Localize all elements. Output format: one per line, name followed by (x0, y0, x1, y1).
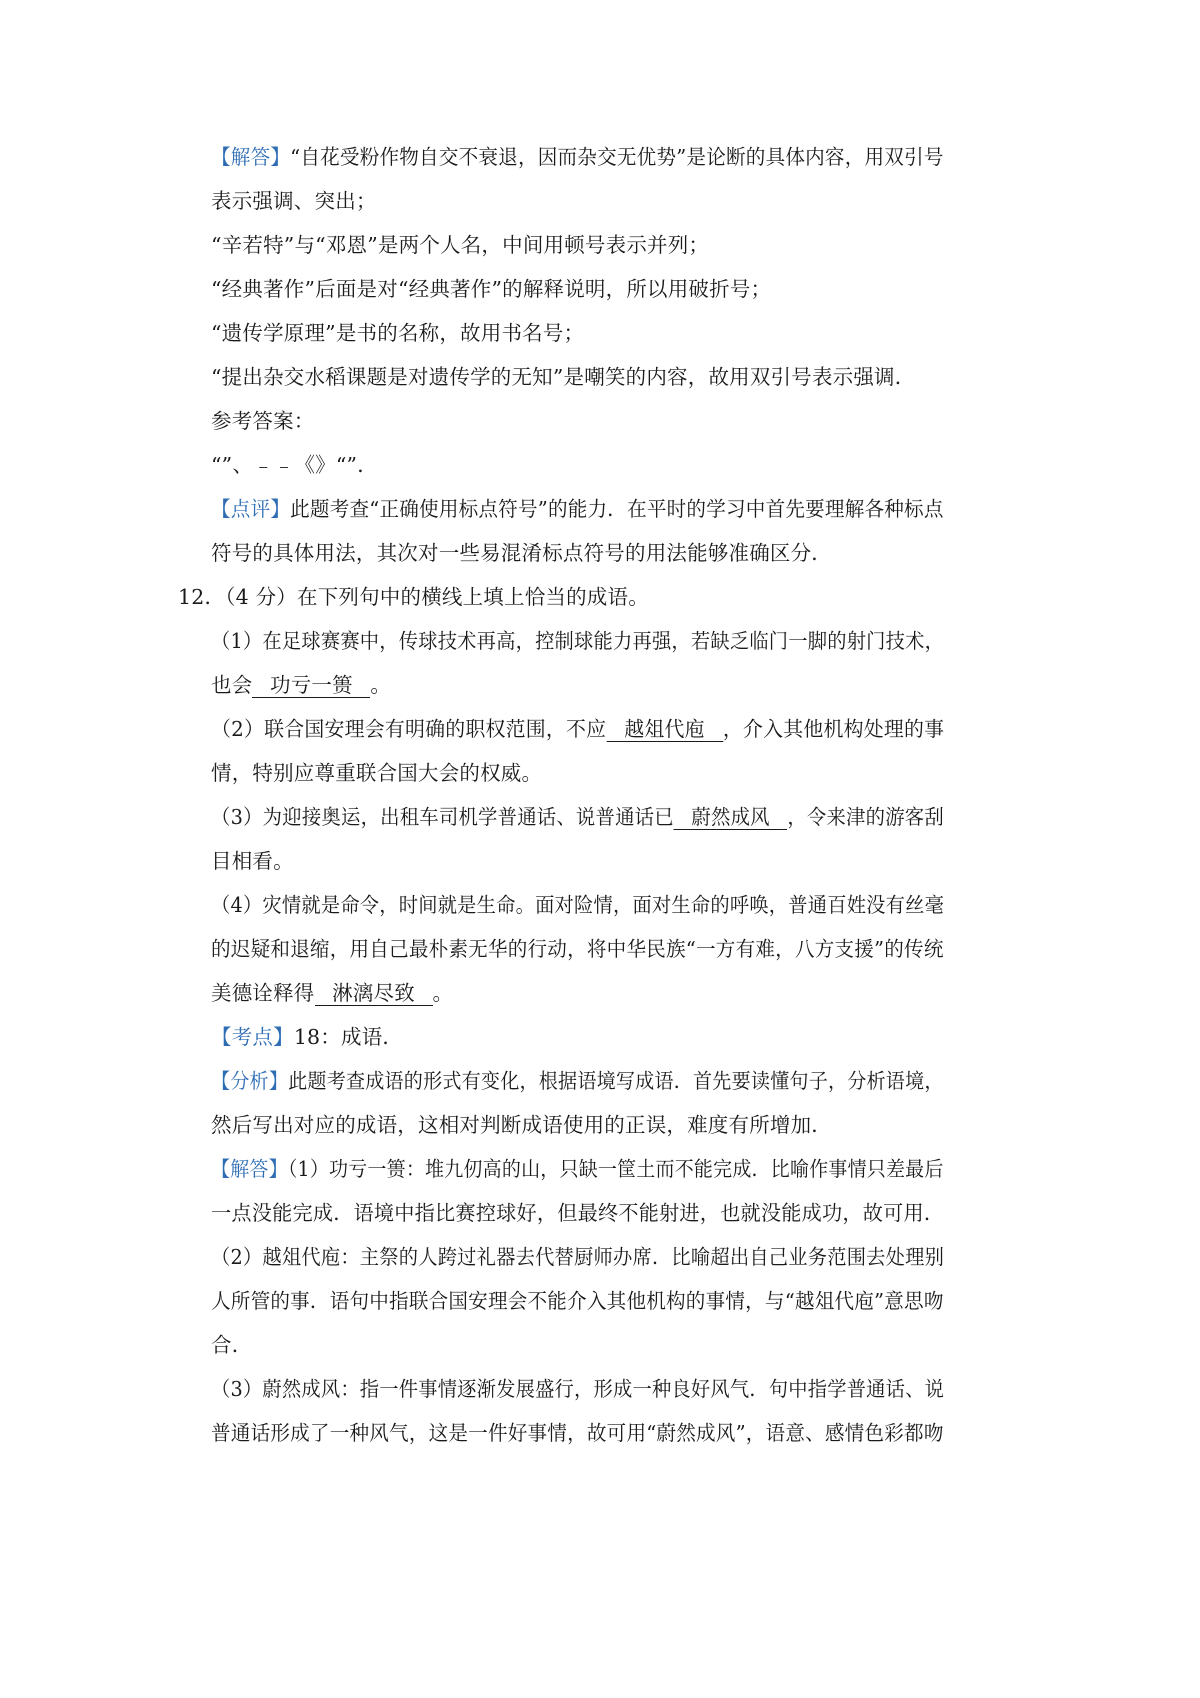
comment-line-1: 【点评】此题考查“正确使用标点符号”的能力．在平时的学习中首先要理解各种标点 (211, 497, 944, 521)
answer-blank-1: 功亏一篑 (252, 673, 370, 698)
jieda-tag: 【解答】 (211, 1157, 288, 1181)
jieda-3-line-2: 普通话形成了一种风气，这是一件好事情，故可用“蔚然成风”，语意、感情色彩都吻 (211, 1421, 944, 1445)
sentence-2-line-1: （2）联合国安理会有明确的职权范围，不应 越俎代庖 ，介入其他机构处理的事 (211, 717, 945, 741)
answer-blank-3: 蔚然成风 (674, 805, 787, 830)
paragraph-names: “辛若特”与“邓恩”是两个人名，中间用顿号表示并列； (211, 233, 710, 257)
jieda-2-line-1: （2）越俎代庖：主祭的人跨过礼器去代替厨师办席．比喻超出自己业务范围去处理别 (211, 1245, 945, 1269)
fenxi-line-1: 【分析】此题考查成语的形式有变化，根据语境写成语．首先要读懂句子，分析语境， (211, 1069, 944, 1093)
fenxi-line-2: 然后写出对应的成语，这相对判断成语使用的正误，难度有所增加． (211, 1113, 832, 1137)
jieda-3-line-1: （3）蔚然成风：指一件事情逐渐发展盛行，形成一种良好风气．句中指学普通话、说 (211, 1377, 945, 1401)
comment-line-2: 符号的具体用法，其次对一些易混淆标点符号的用法能够准确区分． (211, 541, 832, 565)
sentence-2-line-2: 情，特别应尊重联合国大会的权威。 (211, 761, 543, 785)
sentence-3-line-1: （3）为迎接奥运，出租车司机学普通话、说普通话已 蔚然成风 ，令来津的游客刮 (211, 805, 944, 829)
answer-line-2: 表示强调、突出； (211, 189, 377, 213)
answer-tag: 【解答】 (211, 145, 291, 169)
answer-line-1: 【解答】“自花受粉作物自交不衰退，因而杂交无优势”是论断的具体内容，用双引号 (211, 145, 944, 169)
jieda-2-line-3: 合． (211, 1333, 253, 1357)
kaodian-line: 【考点】18：成语． (211, 1025, 404, 1049)
fenxi-tag: 【分析】 (211, 1069, 289, 1093)
reference-answer-label: 参考答案： (211, 409, 315, 433)
sentence-4-line-2: 的迟疑和退缩，用自己最朴素无华的行动，将中华民族“一方有难，八方支援”的传统 (211, 937, 944, 961)
jieda-1-line-1: 【解答】（1）功亏一篑：堆九仞高的山，只缺一筐土而不能完成．比喻作事情只差最后 (211, 1157, 944, 1181)
paragraph-dash: “经典著作”后面是对“经典著作”的解释说明，所以用破折号； (211, 277, 772, 301)
jieda-2-line-2: 人所管的事．语句中指联合国安理会不能介入其他机构的事情，与“越俎代庖”意思吻 (211, 1289, 944, 1313)
sentence-4-line-3: 美德诠释得 淋漓尽致 。 (211, 981, 454, 1005)
answer-blank-4: 淋漓尽致 (315, 981, 433, 1006)
paragraph-quote: “提出杂交水稻课题是对遗传学的无知”是嘲笑的内容，故用双引号表示强调． (211, 365, 916, 389)
sentence-1-line-2: 也会 功亏一篑 。 (211, 673, 392, 697)
reference-answer-marks: “”、﹣﹣《》“”． (211, 453, 378, 477)
sentence-4-line-1: （4）灾情就是命令，时间就是生命。面对险情，面对生命的呼唤，普通百姓没有丝毫 (211, 893, 945, 917)
comment-tag: 【点评】 (211, 497, 291, 521)
answer-blank-2: 越俎代庖 (606, 717, 723, 742)
paragraph-book-title: “遗传学原理”是书的名称，故用书名号； (211, 321, 585, 345)
kaodian-tag: 【考点】 (211, 1025, 294, 1049)
jieda-1-line-2: 一点没能完成．语境中指比赛控球好，但最终不能射进，也就没能成功，故可用． (211, 1201, 945, 1225)
sentence-3-line-2: 目相看。 (211, 849, 294, 873)
sentence-1-line-1: （1）在足球赛赛中，传球技术再高，控制球能力再强，若缺乏临门一脚的射门技术， (211, 629, 945, 653)
question-12-stem: 12．（4 分）在下列句中的横线上填上恰当的成语。 (178, 585, 649, 609)
